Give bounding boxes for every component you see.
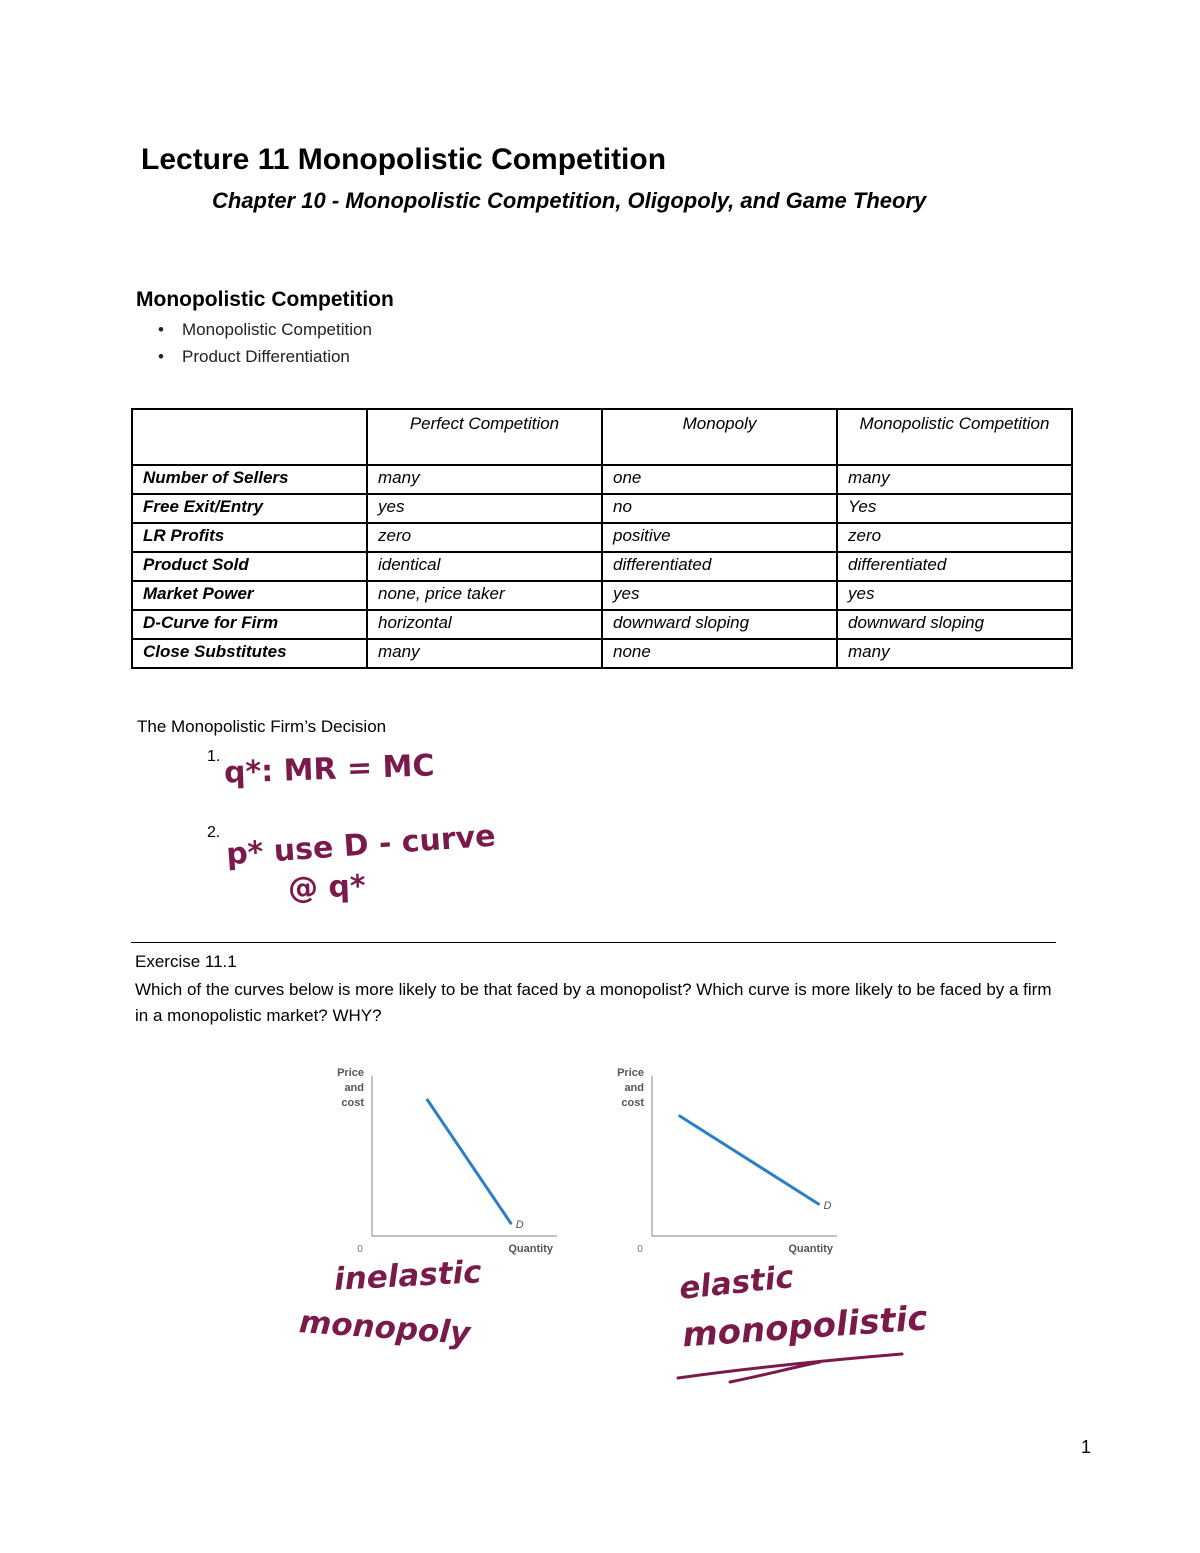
- handwritten-note: q*: MR = MC: [223, 748, 436, 791]
- table-cell: positive: [602, 523, 837, 552]
- x-axis-label: Quantity: [788, 1243, 833, 1255]
- table-header-cell: Perfect Competition: [367, 409, 602, 465]
- table-cell: yes: [602, 581, 837, 610]
- y-axis-label: cost: [341, 1097, 364, 1109]
- y-axis-label: Price: [617, 1067, 644, 1079]
- table-row: [132, 465, 1072, 494]
- table-cell: many: [837, 465, 1072, 494]
- table-cell: downward sloping: [837, 610, 1072, 639]
- step-number: 1.: [207, 748, 221, 765]
- row-header-cell: Free Exit/Entry: [132, 494, 367, 523]
- row-header-cell: Close Substitutes: [132, 639, 367, 668]
- chapter-subtitle: Chapter 10 - Monopolistic Competition, Oligopoly, and Game Theory: [212, 188, 927, 213]
- table-cell: Yes: [837, 494, 1072, 523]
- table-header-cell: Monopolistic Competition: [837, 409, 1072, 465]
- y-axis-label: cost: [621, 1097, 644, 1109]
- table-cell: many: [837, 639, 1072, 668]
- section-heading: Monopolistic Competition: [136, 288, 394, 311]
- row-header-cell: Product Sold: [132, 552, 367, 581]
- row-header-cell: Number of Sellers: [132, 465, 367, 494]
- y-axis-label: Price: [337, 1067, 364, 1079]
- bullet-text: Monopolistic Competition: [182, 320, 372, 339]
- handwritten-note: monopolistic: [680, 1298, 929, 1356]
- table-row: [132, 581, 1072, 610]
- table-cell: many: [367, 639, 602, 668]
- bullet-item: • Product Differentiation: [158, 347, 350, 366]
- table-cell: zero: [367, 523, 602, 552]
- handwritten-note: monopoly: [297, 1304, 472, 1352]
- table-row: [132, 610, 1072, 639]
- step-number: 2.: [207, 824, 221, 841]
- row-header-cell: LR Profits: [132, 523, 367, 552]
- table-cell: downward sloping: [602, 610, 837, 639]
- demand-curve: [680, 1116, 819, 1204]
- table-cell: many: [367, 465, 602, 494]
- table-header-cell: Monopoly: [602, 409, 837, 465]
- table-cell: yes: [367, 494, 602, 523]
- page-title: Lecture 11 Monopolistic Competition: [141, 143, 667, 176]
- handwritten-note: p* use D - curve: [225, 818, 497, 873]
- divider: [131, 942, 1056, 943]
- table-cell: zero: [837, 523, 1072, 552]
- table-row: [132, 494, 1072, 523]
- bullet-text: Product Differentiation: [182, 347, 350, 366]
- decision-heading: The Monopolistic Firm’s Decision: [137, 717, 387, 736]
- table-row: [132, 523, 1072, 552]
- table-cell: one: [602, 465, 837, 494]
- exercise-question: Which of the curves below is more likely to be that faced by a monopolist? Which curve is more likely to be faced by a firm in a monopolistic market? WHY?: [135, 980, 1052, 1025]
- table-cell: horizontal: [367, 610, 602, 639]
- table-cell: no: [602, 494, 837, 523]
- x-axis-label: Quantity: [508, 1243, 553, 1255]
- table-cell: differentiated: [602, 552, 837, 581]
- table-cell: none: [602, 639, 837, 668]
- handwritten-note: @ q*: [287, 868, 367, 907]
- table-cell: none, price taker: [367, 581, 602, 610]
- handwritten-underline: [670, 1338, 910, 1388]
- table-cell: differentiated: [837, 552, 1072, 581]
- y-axis-label: and: [344, 1082, 364, 1094]
- origin-label: 0: [357, 1244, 363, 1255]
- demand-curve: [428, 1100, 511, 1223]
- table-cell: identical: [367, 552, 602, 581]
- row-header-cell: Market Power: [132, 581, 367, 610]
- handwritten-note: elastic: [677, 1259, 796, 1307]
- table-cell: yes: [837, 581, 1072, 610]
- demand-chart-flat: [600, 1060, 850, 1260]
- bullet-item: • Monopolistic Competition: [158, 320, 372, 339]
- comparison-table: [131, 408, 1073, 669]
- page-number: 1: [1081, 1437, 1092, 1457]
- demand-chart-steep: [320, 1060, 570, 1260]
- origin-label: 0: [637, 1244, 643, 1255]
- series-label: D: [515, 1219, 524, 1232]
- series-label: D: [823, 1200, 832, 1212]
- exercise-title: Exercise 11.1: [135, 952, 237, 971]
- handwritten-note: inelastic: [333, 1254, 483, 1298]
- table-header-row: [132, 409, 1072, 465]
- table-header-cell: [132, 409, 367, 465]
- table-row: [132, 552, 1072, 581]
- y-axis-label: and: [624, 1082, 644, 1094]
- row-header-cell: D-Curve for Firm: [132, 610, 367, 639]
- table-row: [132, 639, 1072, 668]
